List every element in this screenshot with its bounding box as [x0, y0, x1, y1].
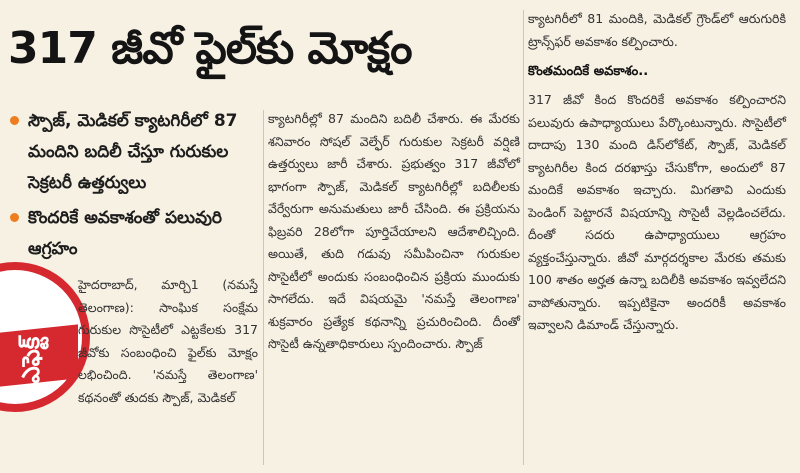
column-divider	[523, 10, 524, 465]
highlights	[6, 106, 261, 269]
article-paragraph: క్యాటగిరీల్లో 87 మందిని బదిలీ చేశారు. ఈ మేరకు శనివారం సోషల్ వెల్ఫేర్ గురుకుల సెక్రటరీ వర్షిణి ఉత్తర్వులు జారీ చేశారు. ప్రభుత్వం 317 జీవోలో భాగంగా స్పౌజ్, మెడికల్ క్యాటగిరీల్లో బదిలీలకు వేర్వేరుగా అనుమతులు జారీ చేసింది. ఈ ప్రక్రియను ఫిబ్రవరి 28లోగా పూర్తిచేయాలని ఆదేశాలిచ్చింది. అయితే, తుది గడువు సమీపించినా గురుకుల సొసైటీలో అందుకు సంబంధించిన ప్రక్రియ ముందుకు సాగలేదు. ఇదే విషయమై 'నమస్తే తెలంగాణ' శుక్రవారం ప్రత్యేక కథనాన్ని ప్రచురించింది. దీంతో సొసైటీ ఉన్నతాధికారులు స్పందించారు. స్పౌజ్	[268, 111, 520, 351]
article-column-1	[78, 274, 258, 409]
effect-badge-label: ఎఫెక్ట్	[17, 336, 45, 384]
subheading: కొంతమందికే అవకాశం..	[528, 64, 649, 79]
article-column-2	[268, 108, 520, 356]
highlight-item	[6, 106, 261, 199]
column-divider	[263, 110, 264, 465]
bullet-dot-icon	[10, 213, 19, 222]
article-paragraph: హైదరాబాద్, మార్చి1 (నమస్తే తెలంగాణ): సాంఘిక సంక్షేమ గురుకుల సొసైటీలో ఎట్టకేలకు 317 జీవోకు సంబంధించి ఫైల్‌కు మోక్షం లభించింది. 'నమస్తే తెలంగాణ' కథనంతో తుదకు స్పౌజ్, మెడికల్	[78, 277, 258, 405]
article-column-3	[528, 8, 786, 337]
highlight-item	[6, 203, 261, 265]
article-paragraph: క్యాటగిరీలో 81 మందికి, మెడికల్ గ్రౌండ్‌లో ఆరుగురికి ట్రాన్స్‌ఫర్ అవకాశం కల్పించారు.	[528, 11, 786, 49]
headline: 317 జీవో ఫైల్‌కు మోక్షం	[8, 23, 412, 74]
highlight-text: కొందరికే అవకాశంతో పలువురి ఆగ్రహం	[28, 208, 223, 259]
highlight-text: స్పౌజ్, మెడికల్ క్యాటగిరీలో 87 మందిని బదిలీ చేస్తూ గురుకుల సెక్రటరీ ఉత్తర్వులు	[28, 111, 238, 193]
bullet-dot-icon	[10, 116, 19, 125]
article-paragraph: 317 జీవో కింద కొందరికే అవకాశం కల్పించారని పలువురు ఉపాధ్యాయులు పేర్కొంటున్నారు. సొసైటీలో దాదాపు 130 మంది డిస్‌లోకేట్, స్పౌజ్, మెడికల్ క్యాటగిరీల కింద దరఖాస్తు చేసుకోగా, అందులో 87 మందికే అవకాశం ఇచ్చారు. మిగతావి ఎందుకు పెండింగ్ పెట్టారనే విషయాన్ని సొసైటీ వెల్లడించలేదు. దీంతో సదరు ఉపాధ్యాయులు ఆగ్రహం వ్యక్తంచేస్తున్నారు. జీవో మార్గదర్శకాల మేరకు తమకు 100 శాతం అర్హత ఉన్నా బదిలీకి అవకాశం ఇవ్వలేదని వాపోతున్నారు. ఇప్పటికైనా అందరికీ అవకాశం ఇవ్వాలని డిమాండ్ చేస్తున్నారు.	[528, 92, 786, 332]
